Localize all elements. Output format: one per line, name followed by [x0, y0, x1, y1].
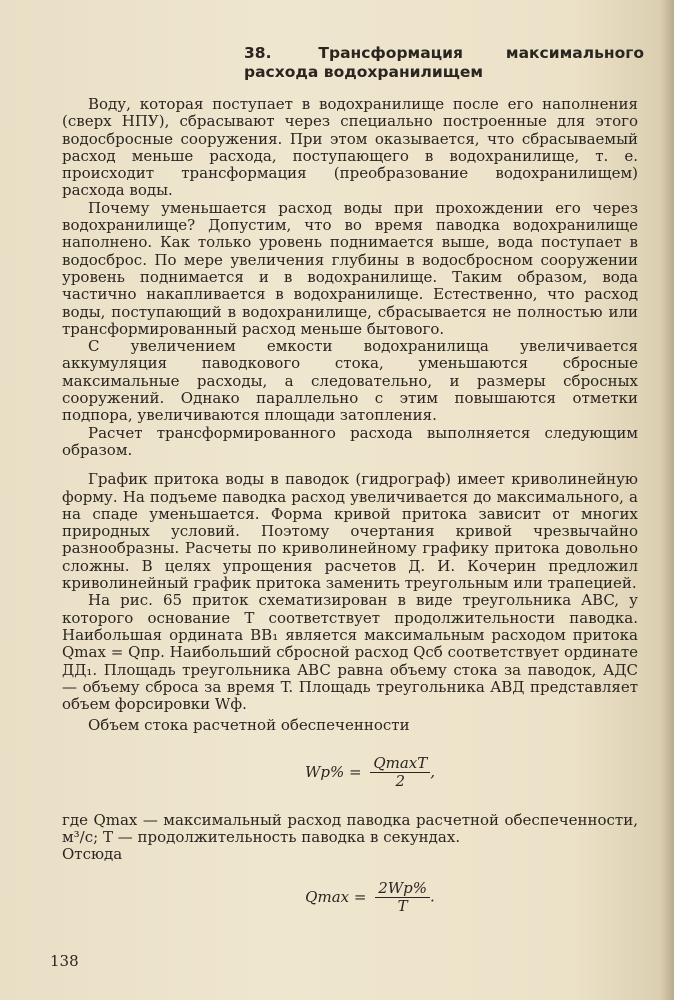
page-number: 138 — [50, 952, 79, 970]
formula-lhs: Wp% = — [304, 762, 362, 781]
paragraph: где Qmax — максимальный расход паводка расчетной обеспеченности, м³/с; T — продолжительность паводка в секундах. — [62, 810, 638, 846]
formula-tail: , — [430, 762, 436, 781]
formula-max-discharge — [102, 880, 638, 915]
formula-runoff-volume — [102, 755, 638, 790]
page-edge-shadow — [660, 0, 674, 1000]
paragraph: Почему уменьшается расход воды при прохождении его через водохранилище? Допустим, что во время паводка водохранилище наполнено. Как только уровень поднимается выше, вода поступает в водосброс. По мере увеличения глубины в водосбросном сооружении уровень поднимается и в водохранилище. Таким образом, вода частично накапливается в водохранилище. Естественно, что расход воды, поступающий в водохранилище, сбрасывается не полностью или трансформированный расход меньше бытового. — [62, 198, 638, 338]
formula-tail: . — [430, 887, 435, 906]
paragraph: С увеличением емкости водохранилища увеличивается аккумуляция паводкового стока, уменьшаются сбросные максимальные расходы, а следовательно, и размеры сбросных сооружений. Однако параллельно с этим повышаются отметки подпора, увеличиваются площади затопления. — [62, 337, 638, 425]
paragraph: Отсюда — [62, 845, 123, 864]
section-title: Трансформация максимального расхода водохранилищем — [244, 44, 644, 81]
paragraph: Расчет трансформированного расхода выполняется следующим образом. — [62, 423, 638, 459]
formula-lhs: Qmax = — [305, 887, 367, 906]
section-heading — [244, 44, 644, 82]
paragraph: На рис. 65 приток схематизирован в виде треугольника ABC, у которого основание T соответствует продолжительности паводка. Наибольшая ордината BB₁ является максимальным расходом притока Qmax = Qпр. Наибольший сбросной расход Qсб соответствует ординате ДД₁. Площадь треугольника ABC равна объему стока за паводок, АДС — объему сброса за время T. Площадь треугольника ABД представляет объем форсировки Wф. — [62, 591, 638, 714]
paragraph: Воду, которая поступает в водохранилище после его наполнения (сверх НПУ), сбрасывают через специально построенные для этого водосбросные сооружения. При этом оказывается, что сбрасываемый расход меньше расхода, поступающего в водохранилище, т. е. происходит трансформация (преобразование водохранилищем) расхода воды. — [62, 95, 638, 200]
paragraph: Объем стока расчетной обеспеченности — [88, 716, 410, 735]
formula-denominator: 2 — [395, 771, 406, 790]
paragraph: График притока воды в паводок (гидрограф) имеет криволинейную форму. На подъеме паводка расход увеличивается до максимального, а на спаде уменьшается. Форма кривой притока зависит от многих природных условий. Поэтому очертания кривой чрезвычайно разнообразны. Расчеты по криволинейному графику притока довольно сложны. В целях упрощения расчетов Д. И. Кочерин предложил криволинейный график притока заменить треугольным или трапецией. — [62, 470, 638, 593]
formula-fraction — [370, 755, 430, 790]
section-number: 38. — [244, 44, 272, 62]
formula-fraction — [375, 880, 430, 915]
body-text — [62, 96, 638, 937]
formula-denominator: T — [397, 896, 408, 915]
formula-numerator: 2Wp% — [375, 880, 430, 898]
formula-numerator: QmaxT — [370, 755, 430, 773]
